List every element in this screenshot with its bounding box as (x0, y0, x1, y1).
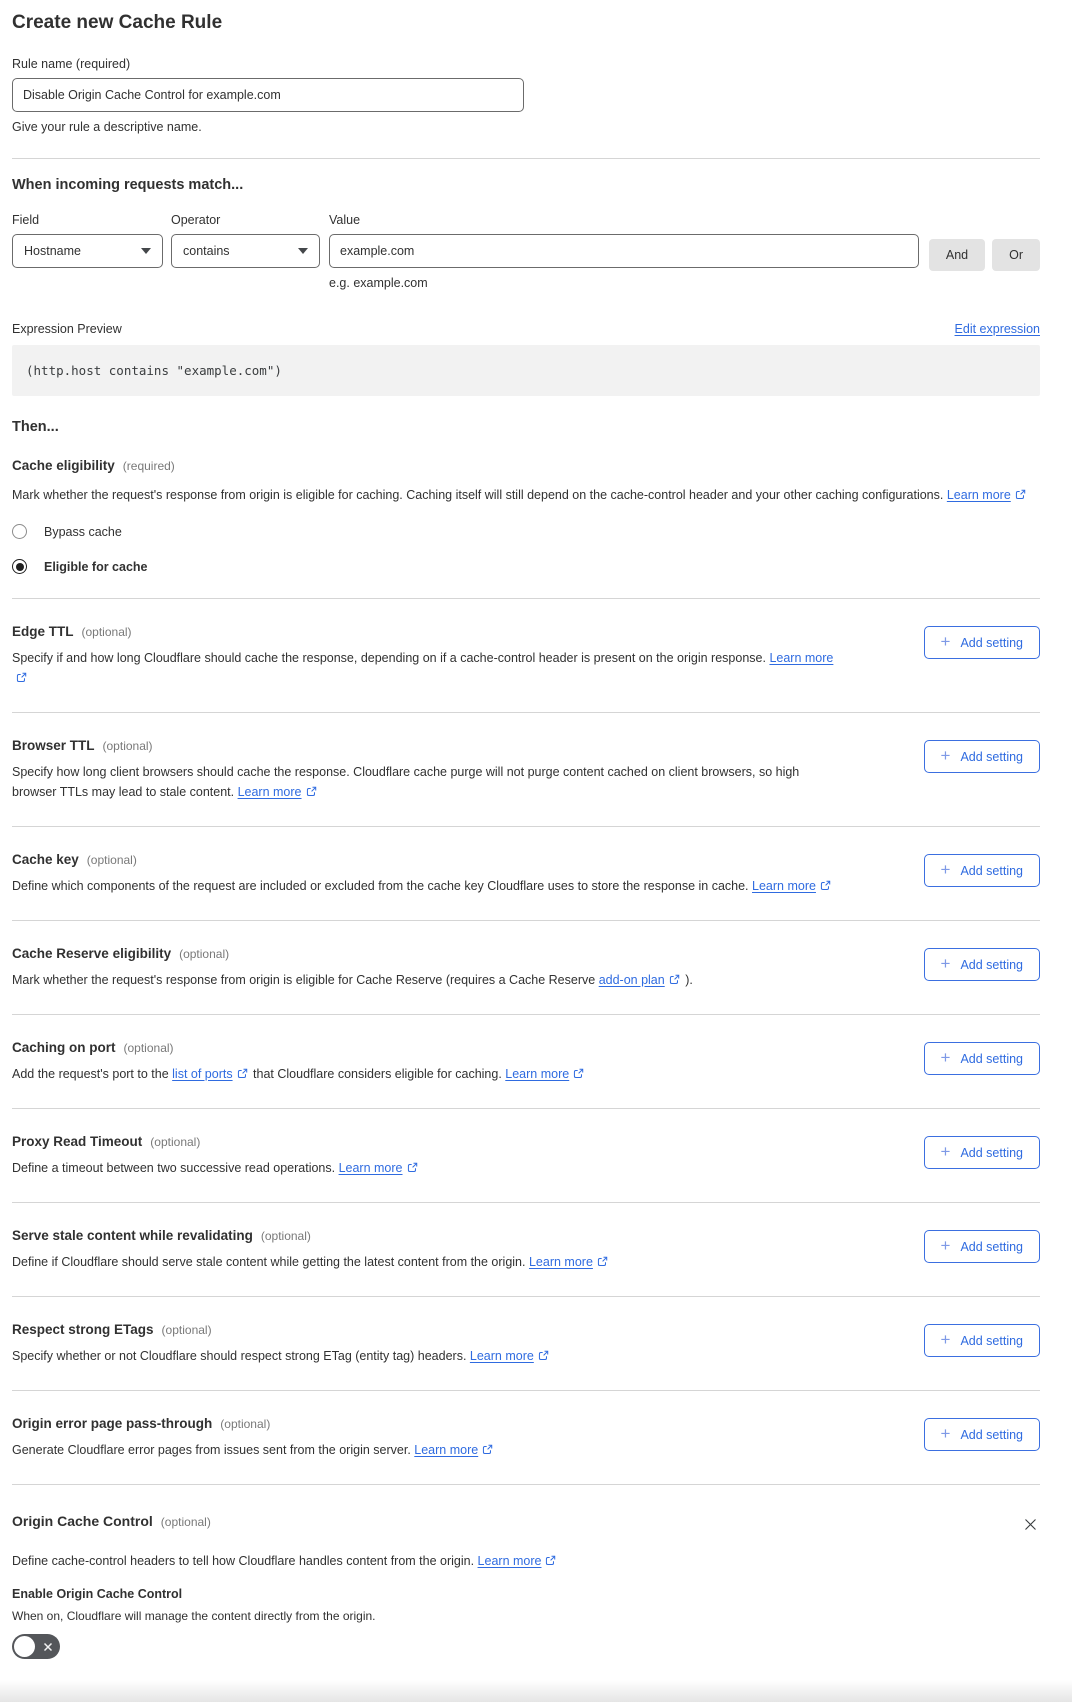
plus-icon: + (940, 1424, 951, 1443)
add-setting-label: Add setting (960, 749, 1023, 764)
add-setting-button[interactable] (924, 854, 1040, 887)
rule-name-help: Give your rule a descriptive name. (12, 120, 202, 134)
operator-select-value: contains (183, 244, 230, 258)
edit-expression-link[interactable]: Edit expression (954, 322, 1040, 336)
radio-option-bypass-cache[interactable] (12, 524, 1040, 539)
add-setting-button[interactable] (924, 626, 1040, 659)
external-link-icon (1015, 489, 1026, 500)
setting-title: Serve stale content while revalidating (12, 1228, 253, 1243)
cache-eligibility-description: Mark whether the request's response from origin is eligible for caching. Caching itself will still depend on the cache-control header and your other caching configurations. Learn more (12, 485, 1040, 505)
toggle-knob (14, 1636, 35, 1657)
optional-badge: (optional) (86, 853, 137, 867)
radio-label: Bypass cache (44, 524, 122, 539)
match-heading: When incoming requests match... (12, 177, 244, 193)
setting-info (12, 1322, 924, 1366)
plus-icon: + (940, 1330, 951, 1349)
setting-title: Cache Reserve eligibility (12, 946, 172, 961)
add-setting-button[interactable] (924, 1230, 1040, 1263)
setting-description: Generate Cloudflare error pages from issues sent from the origin server. Learn more (12, 1440, 834, 1460)
optional-badge: (optional) (220, 1417, 271, 1431)
add-setting-label: Add setting (960, 1239, 1023, 1254)
setting-row-respect-strong-etags (12, 1297, 1040, 1391)
setting-title: Caching on port (12, 1040, 116, 1055)
learn-more-link[interactable]: Learn more (338, 1161, 403, 1175)
chevron-down-icon (141, 248, 151, 254)
setting-info (12, 1040, 924, 1084)
setting-info (12, 1416, 924, 1460)
expression-preview-header (12, 322, 1040, 336)
add-setting-button[interactable] (924, 1418, 1040, 1451)
radio-unchecked-icon (12, 524, 27, 539)
expression-code-text: (http.host contains "example.com") (26, 363, 282, 378)
plus-icon: + (940, 746, 951, 765)
setting-title: Browser TTL (12, 738, 95, 753)
expression-preview-label: Expression Preview (12, 322, 122, 336)
external-link-icon (407, 1162, 418, 1173)
chevron-down-icon (298, 248, 308, 254)
external-link-icon (16, 672, 27, 683)
setting-description: Add the request's port to the list of ports that Cloudflare considers eligible for caching. Learn more (12, 1064, 834, 1084)
add-setting-label: Add setting (960, 1051, 1023, 1066)
required-badge: (required) (122, 459, 175, 473)
add-on-plan-link[interactable]: add-on plan (598, 973, 665, 987)
setting-title: Cache key (12, 852, 79, 867)
learn-more-link[interactable]: Learn more (769, 651, 834, 665)
setting-row-origin-error-page-pass-through (12, 1391, 1040, 1485)
setting-row-caching-on-port (12, 1015, 1040, 1109)
add-setting-label: Add setting (960, 863, 1023, 878)
optional-badge: (optional) (150, 1135, 201, 1149)
external-link-icon (306, 786, 317, 797)
field-select-value: Hostname (24, 244, 81, 258)
add-setting-label: Add setting (960, 1145, 1023, 1160)
rule-name-label: Rule name (required) (12, 57, 131, 71)
add-setting-button[interactable] (924, 948, 1040, 981)
add-setting-button[interactable] (924, 1042, 1040, 1075)
optional-badge: (optional) (81, 625, 132, 639)
add-setting-label: Add setting (960, 1333, 1023, 1348)
setting-row-edge-ttl (12, 599, 1040, 713)
optional-badge: (optional) (260, 1229, 311, 1243)
operator-column (171, 213, 320, 290)
setting-description: Define if Cloudflare should serve stale content while getting the latest content from the origin. Learn more (12, 1252, 834, 1272)
add-setting-button[interactable] (924, 740, 1040, 773)
origin-cache-control-title: Origin Cache Control (12, 1513, 153, 1529)
setting-row-serve-stale-content-while-revalidating (12, 1203, 1040, 1297)
operator-label: Operator (171, 213, 221, 227)
rule-name-input[interactable] (12, 78, 524, 112)
cache-eligibility-title: Cache eligibility (12, 458, 115, 473)
external-link-icon (820, 880, 831, 891)
setting-description: Mark whether the request's response from origin is eligible for Cache Reserve (requires a Cache Reserve add-on plan ). (12, 973, 693, 987)
origin-cache-control-toggle[interactable] (12, 1634, 60, 1659)
external-link-icon (573, 1068, 584, 1079)
setting-description: Define a timeout between two successive read operations. Learn more (12, 1158, 834, 1178)
learn-more-link[interactable]: Learn more (477, 1554, 542, 1568)
and-or-buttons (929, 213, 1040, 290)
setting-row-cache-reserve-eligibility (12, 921, 1040, 1015)
plus-icon: + (940, 1142, 951, 1161)
external-link-icon (597, 1256, 608, 1267)
setting-description: Specify if and how long Cloudflare should cache the response, depending on if a cache-control header is present on the origin response. Learn more (12, 648, 834, 688)
plus-icon: + (940, 632, 951, 651)
plus-icon: + (940, 1236, 951, 1255)
learn-more-link[interactable]: Learn more (528, 1255, 593, 1269)
radio-checked-icon (12, 559, 27, 574)
or-button[interactable]: Or (992, 239, 1040, 271)
learn-more-link[interactable]: Learn more (752, 879, 816, 893)
add-setting-button[interactable] (924, 1324, 1040, 1357)
field-select[interactable] (12, 234, 163, 268)
optional-badge: (optional) (179, 947, 230, 961)
learn-more-link[interactable]: Learn more (237, 785, 302, 799)
learn-more-link[interactable]: Learn more (469, 1349, 534, 1363)
add-setting-label: Add setting (960, 1427, 1023, 1442)
setting-title: Proxy Read Timeout (12, 1134, 143, 1149)
learn-more-link[interactable]: Learn more (946, 488, 1011, 502)
plus-icon: + (940, 954, 951, 973)
value-help: e.g. example.com (329, 276, 428, 290)
setting-info (12, 1228, 924, 1272)
value-label: Value (329, 213, 361, 227)
expression-preview-code (12, 345, 1040, 396)
external-link-icon (538, 1350, 549, 1361)
list-of-ports-link[interactable]: list of ports (172, 1067, 233, 1081)
setting-title: Edge TTL (12, 624, 74, 639)
setting-row-proxy-read-timeout (12, 1109, 1040, 1203)
setting-description: Specify whether or not Cloudflare should respect strong ETag (entity tag) headers. Learn more (12, 1346, 834, 1366)
then-heading: Then... (12, 419, 59, 435)
enable-origin-cache-control-help: When on, Cloudflare will manage the content directly from the origin. (12, 1609, 376, 1623)
bottom-fade (0, 1680, 1072, 1702)
operator-select[interactable] (171, 234, 320, 268)
external-link-icon (237, 1068, 248, 1079)
origin-cache-control-description: Define cache-control headers to tell how Cloudflare handles content from the origin. Learn more (12, 1551, 1040, 1571)
add-setting-button[interactable] (924, 1136, 1040, 1169)
setting-info (12, 1134, 924, 1178)
setting-title: Origin error page pass-through (12, 1416, 213, 1431)
plus-icon: + (940, 1048, 951, 1067)
add-setting-label: Add setting (960, 957, 1023, 972)
field-column (12, 213, 163, 290)
external-link-icon (545, 1555, 556, 1566)
divider (12, 158, 1040, 159)
optional-badge: (optional) (160, 1515, 211, 1529)
add-setting-label: Add setting (960, 635, 1023, 650)
setting-description: Specify how long client browsers should cache the response. Cloudflare cache purge will not purge content cached on client browsers, so high browser TTLs may lead to stale content. Learn more (12, 765, 800, 799)
optional-badge: (optional) (123, 1041, 174, 1055)
and-button[interactable]: And (929, 239, 985, 271)
plus-icon: + (940, 860, 951, 879)
cache-eligibility-section (12, 458, 1040, 574)
radio-option-eligible-for-cache[interactable] (12, 559, 1040, 574)
learn-more-link[interactable]: Learn more (414, 1443, 479, 1457)
optional-badge: (optional) (102, 739, 153, 753)
radio-label: Eligible for cache (44, 559, 148, 574)
external-link-icon (669, 974, 680, 985)
setting-description: Define which components of the request are included or excluded from the cache key Cloudflare uses to store the response in cache. Learn more (12, 876, 834, 896)
field-label: Field (12, 213, 40, 227)
setting-info (12, 624, 924, 688)
origin-cache-control-section (12, 1485, 1040, 1664)
learn-more-link[interactable]: Learn more (505, 1067, 570, 1081)
optional-settings-list (12, 599, 1040, 1485)
external-link-icon (482, 1444, 493, 1455)
rule-name-block (12, 57, 1040, 134)
value-input[interactable] (329, 234, 919, 268)
value-column (329, 213, 919, 290)
setting-row-cache-key (12, 827, 1040, 921)
setting-info (12, 738, 924, 802)
setting-title: Respect strong ETags (12, 1322, 154, 1337)
setting-info (12, 946, 924, 990)
toggle-off-x-icon (43, 1642, 53, 1652)
optional-badge: (optional) (161, 1323, 212, 1337)
page-title: Create new Cache Rule (12, 12, 223, 33)
setting-row-browser-ttl (12, 713, 1040, 827)
setting-info (12, 852, 924, 896)
enable-origin-cache-control-label: Enable Origin Cache Control (12, 1587, 183, 1601)
close-icon[interactable] (1021, 1515, 1040, 1539)
match-builder (12, 213, 1040, 290)
